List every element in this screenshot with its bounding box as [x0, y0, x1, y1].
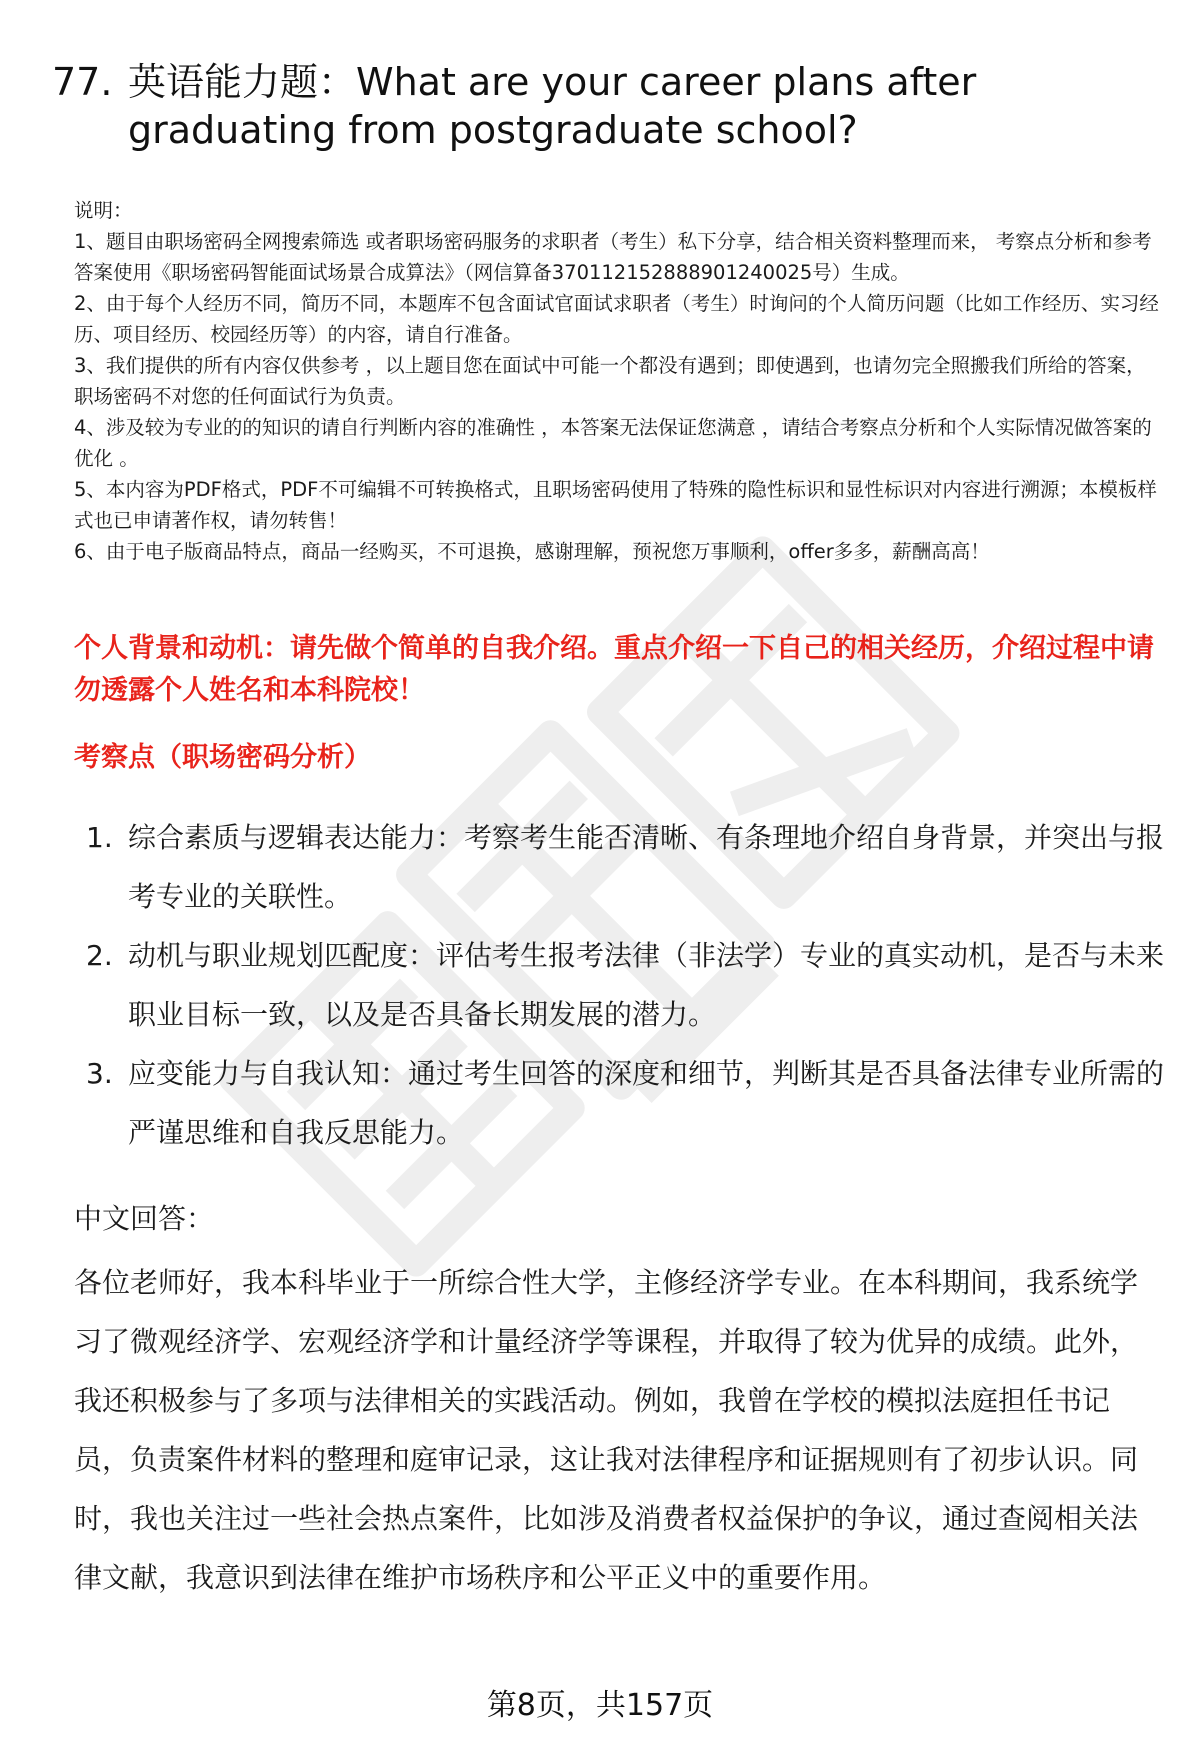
question-number: 77.: [52, 60, 113, 104]
point-text: 动机与职业规划匹配度：评估考生报考法律（非法学）专业的真实动机，是否与未来职业目标一致，以及是否具备长期发展的潜力。: [128, 939, 1165, 1031]
notes-section: [74, 195, 1164, 567]
note-item: 2、由于每个人经历不同，简历不同，本题库不包含面试官面试求职者（考生）时询问的个人简历问题（比如工作经历、实习经历、项目经历、校园经历等）的内容，请自行准备。: [74, 292, 1159, 346]
point-number: 3.: [86, 1057, 113, 1090]
note-item: 6、由于电子版商品特点，商品一经购买，不可退换，感谢理解，预祝您万事顺利，offer多多，薪酬高高！: [74, 540, 990, 563]
question-title: [52, 58, 1152, 154]
page-indicator: 第8页，共157页: [486, 1688, 714, 1723]
note-item: 1、题目由职场密码全网搜索筛选 或者职场密码服务的求职者（考生）私下分享，结合相关资料整理而来， 考察点分析和参考答案使用《职场密码智能面试场景合成算法》（网信算备370112152888901240025号）生成。: [74, 230, 1152, 284]
analysis-points: [74, 808, 1164, 1162]
note-item: 3、我们提供的所有内容仅供参考 ，以上题目您在面试中可能一个都没有遇到；即使遇到，也请勿完全照搬我们所给的答案，职场密码不对您的任何面试行为负责。: [74, 354, 1146, 408]
note-item: 4、涉及较为专业的的知识的请自行判断内容的准确性 ，本答案无法保证您满意 ，请结合考察点分析和个人实际情况做答案的优化 。: [74, 416, 1152, 470]
notes-heading: 说明：: [74, 199, 133, 222]
point-number: 2.: [86, 939, 113, 972]
analysis-heading: 考察点（职场密码分析）: [74, 742, 371, 773]
analysis-point: [74, 926, 1164, 1044]
point-text: 应变能力与自我认知：通过考生回答的深度和细节，判断其是否具备法律专业所需的严谨思维和自我反思能力。: [128, 1057, 1165, 1149]
analysis-point: [74, 808, 1164, 926]
analysis-point: [74, 1044, 1164, 1162]
interview-question: 个人背景和动机：请先做个简单的自我介绍。重点介绍一下自己的相关经历，介绍过程中请勿透露个人姓名和本科院校！: [74, 633, 1154, 706]
answer-text: 各位老师好，我本科毕业于一所综合性大学，主修经济学专业。在本科期间，我系统学习了微观经济学、宏观经济学和计量经济学等课程，并取得了较为优异的成绩。此外，我还积极参与了多项与法律相关的实践活动。例如，我曾在学校的模拟法庭担任书记员，负责案件材料的整理和庭审记录，这让我对法律程序和证据规则有了初步认识。同时，我也关注过一些社会热点案件，比如涉及消费者权益保护的争议，通过查阅相关法律文献，我意识到法律在维护市场秩序和公平正义中的重要作用。: [74, 1266, 1139, 1594]
question-text: 英语能力题：What are your career plans after graduating from postgraduate school?: [128, 60, 977, 152]
answer-label: 中文回答：: [74, 1202, 215, 1235]
point-text: 综合素质与逻辑表达能力：考察考生能否清晰、有条理地介绍自身背景，并突出与报考专业的关联性。: [128, 821, 1165, 913]
note-item: 5、本内容为PDF格式，PDF不可编辑不可转换格式，且职场密码使用了特殊的隐性标识和显性标识对内容进行溯源；本模板样式也已申请著作权，请勿转售！: [74, 478, 1157, 532]
point-number: 1.: [86, 821, 113, 854]
